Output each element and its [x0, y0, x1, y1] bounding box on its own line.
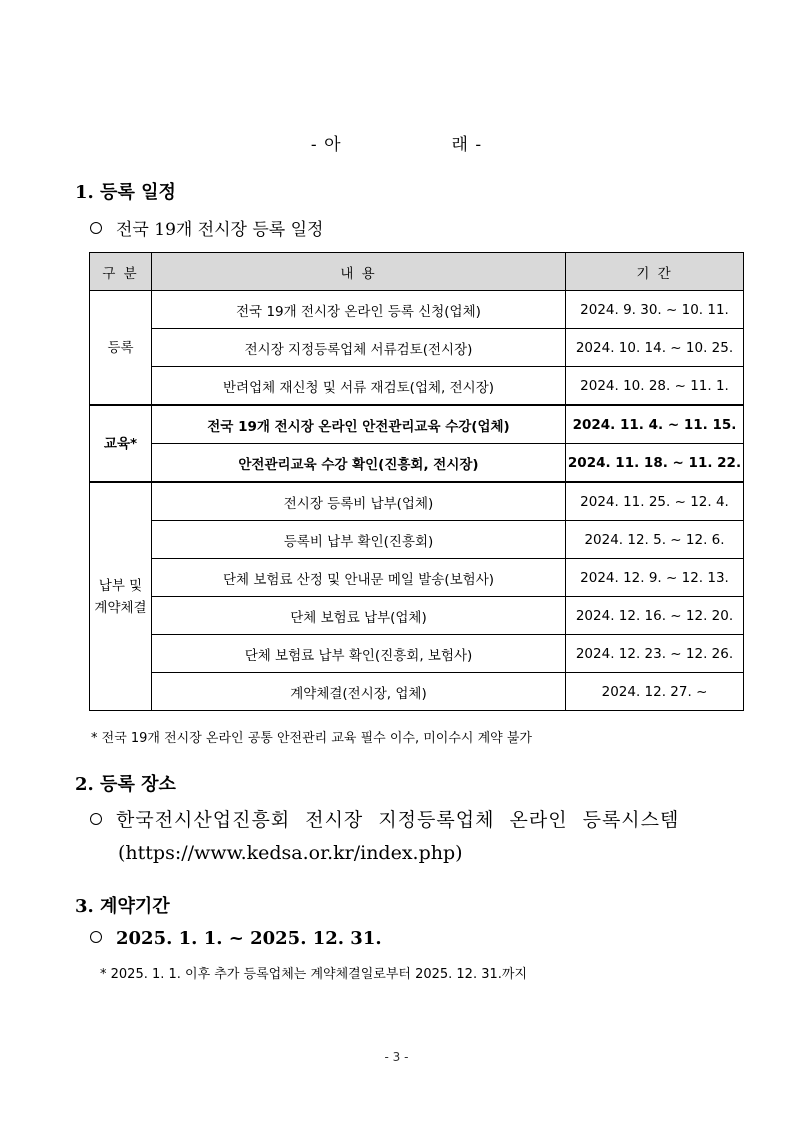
table-row [90, 635, 744, 673]
contract-period: 2025. 1. 1. ~ 2025. 12. 31. [116, 928, 382, 949]
row-content: 계약체결(전시장, 업체) [152, 673, 566, 711]
registration-url: (https://www.kedsa.or.kr/index.php) [118, 842, 463, 864]
row-period: 2024. 11. 4. ~ 11. 15. [566, 405, 744, 444]
row-period: 2024. 12. 23. ~ 12. 26. [566, 635, 744, 673]
table-header-row [90, 253, 744, 291]
table-row [90, 444, 744, 483]
table-row [90, 521, 744, 559]
bullet-circle-icon [90, 931, 102, 943]
header-category: 구 분 [90, 253, 152, 291]
row-content: 전국 19개 전시장 온라인 안전관리교육 수강(업체) [152, 405, 566, 444]
table-footnote: * 전국 19개 전시장 온라인 공통 안전관리 교육 필수 이수, 미이수시 계약 불가 [91, 731, 532, 746]
row-content: 전시장 지정등록업체 서류검토(전시장) [152, 329, 566, 367]
row-content: 안전관리교육 수강 확인(진흥회, 전시장) [152, 444, 566, 483]
section1-title: 1. 등록 일정 [75, 182, 176, 203]
table-row [90, 291, 744, 329]
section1-bullet [90, 215, 323, 240]
section1-bullet-text: 전국 19개 전시장 등록 일정 [116, 220, 324, 240]
category-registration: 등록 [90, 291, 152, 406]
row-period: 2024. 11. 25. ~ 12. 4. [566, 482, 744, 521]
table-row [90, 482, 744, 521]
section2-title: 2. 등록 장소 [75, 774, 176, 795]
table-row [90, 673, 744, 711]
category-line1: 납부 및 [98, 577, 143, 594]
section2-line1-text: 한국전시산업진흥회 전시장 지정등록업체 온라인 등록시스템 [116, 809, 680, 831]
row-content: 전국 19개 전시장 온라인 등록 신청(업체) [152, 291, 566, 329]
row-period: 2024. 11. 18. ~ 11. 22. [566, 444, 744, 483]
row-period: 2024. 12. 5. ~ 12. 6. [566, 521, 744, 559]
row-content: 단체 보험료 산정 및 안내문 메일 발송(보험사) [152, 559, 566, 597]
section2-line1 [90, 805, 679, 832]
row-content: 전시장 등록비 납부(업체) [152, 482, 566, 521]
section3-note: * 2025. 1. 1. 이후 추가 등록업체는 계약체결일로부터 2025. 12. 31.까지 [100, 967, 528, 982]
page-number: - 3 - [384, 1050, 409, 1064]
table-row [90, 405, 744, 444]
row-period: 2024. 12. 27. ~ [566, 673, 744, 711]
row-content: 단체 보험료 납부 확인(진흥회, 보험사) [152, 635, 566, 673]
table-row [90, 597, 744, 635]
heading-right: 래 - [451, 135, 483, 155]
row-content: 반려업체 재신청 및 서류 재검토(업체, 전시장) [152, 367, 566, 406]
row-content: 단체 보험료 납부(업체) [152, 597, 566, 635]
heading-arae [0, 130, 793, 155]
row-period: 2024. 12. 9. ~ 12. 13. [566, 559, 744, 597]
row-period: 2024. 12. 16. ~ 12. 20. [566, 597, 744, 635]
category-payment-contract [90, 482, 152, 711]
section3-title: 3. 계약기간 [75, 896, 170, 917]
row-period: 2024. 10. 14. ~ 10. 25. [566, 329, 744, 367]
bullet-circle-icon [90, 222, 102, 234]
header-content: 내 용 [152, 253, 566, 291]
heading-left: - 아 [310, 135, 342, 155]
category-line2: 계약체결 [94, 599, 147, 616]
table-row [90, 367, 744, 406]
table-row [90, 559, 744, 597]
header-period: 기 간 [566, 253, 744, 291]
section3-period-line [90, 928, 382, 949]
table-row [90, 329, 744, 367]
schedule-table [89, 252, 744, 711]
row-period: 2024. 9. 30. ~ 10. 11. [566, 291, 744, 329]
bullet-circle-icon [90, 813, 102, 825]
row-period: 2024. 10. 28. ~ 11. 1. [566, 367, 744, 406]
row-content: 등록비 납부 확인(진흥회) [152, 521, 566, 559]
category-education: 교육* [90, 405, 152, 482]
